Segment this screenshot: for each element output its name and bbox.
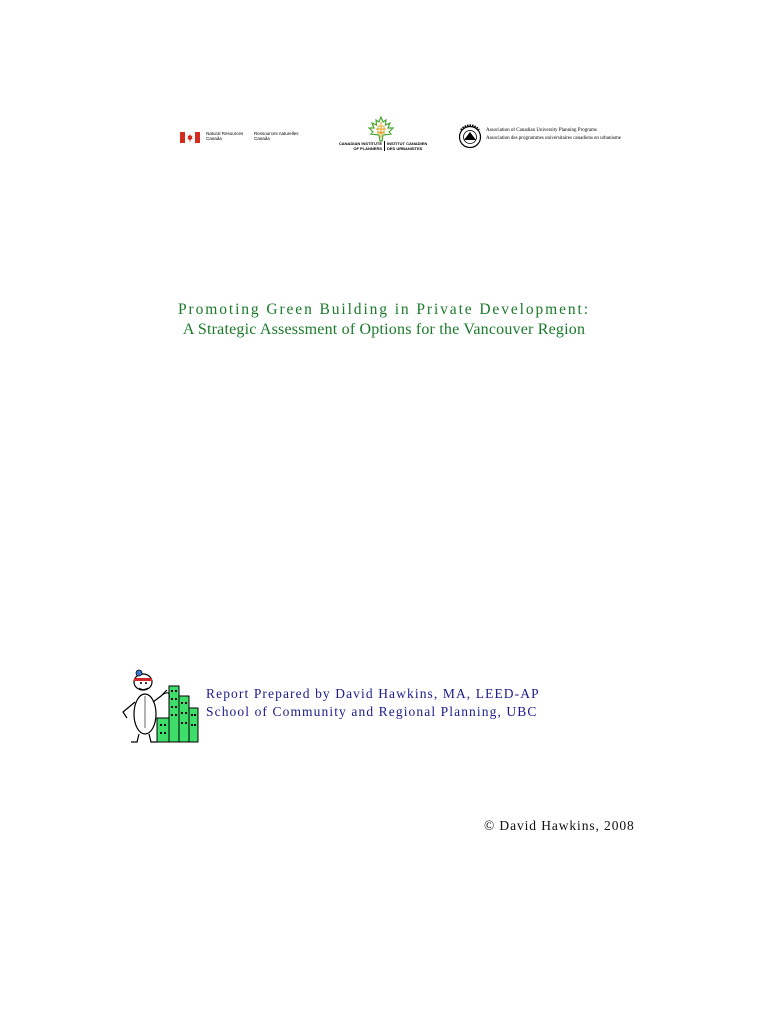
acupp-line2: Association des programmes universitaires canadiens en urbanisme <box>486 136 621 141</box>
nrcan-fr-line1: Ressources naturelles <box>254 131 299 136</box>
cip-divider <box>384 141 385 151</box>
cip-fr-line2: DES URBANISTES <box>387 146 423 151</box>
author-block <box>206 685 540 721</box>
canada-flag-icon <box>180 132 200 143</box>
report-title <box>0 300 768 340</box>
nrcan-logo <box>180 131 310 145</box>
title-line1: Promoting Green Building in Private Development: <box>178 301 590 318</box>
nrcan-en-line2: Canada <box>206 136 222 141</box>
cip-fr-line1: INSTITUT CANADIEN <box>387 141 428 146</box>
acupp-seal-icon <box>458 124 482 150</box>
mascot-illustration <box>117 668 199 744</box>
nrcan-en-line1: Natural Resources <box>206 131 244 136</box>
acupp-logo <box>458 124 621 152</box>
cip-en-line1: CANADIAN INSTITUTE <box>338 141 382 146</box>
nrcan-fr-line2: Canada <box>254 136 270 141</box>
acupp-line1: Association of Canadian University Planning Programs <box>486 128 597 133</box>
copyright-notice: © David Hawkins, 2008 <box>484 818 635 833</box>
author-line1: Report Prepared by David Hawkins, MA, LEED-AP <box>206 686 540 701</box>
title-line2: A Strategic Assessment of Options for the Vancouver Region <box>182 321 586 338</box>
maple-leaf-icon <box>367 116 395 142</box>
cip-logo <box>336 116 432 156</box>
cip-en-line2: OF PLANNERS <box>353 146 382 151</box>
author-line2: School of Community and Regional Planning, UBC <box>206 704 538 719</box>
